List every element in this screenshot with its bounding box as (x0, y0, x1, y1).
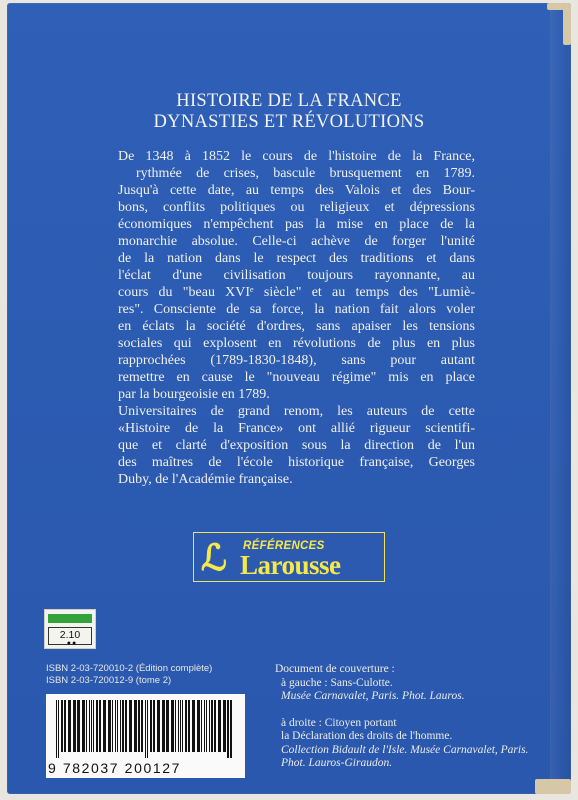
blurb-line: rythmée de crises, bascule brusquement en 1789. (136, 166, 475, 181)
blurb-line: Jusqu'à cette date, au temps des Valois et des Bour- (118, 183, 475, 198)
barcode-bar (178, 700, 179, 752)
barcode-bar (150, 700, 152, 752)
cover-title-line-1: HISTOIRE DE LA FRANCE (176, 91, 402, 111)
blurb-line: économiques n'empêchent pas la mise en place de la (118, 217, 475, 232)
price-code-label (44, 609, 96, 649)
corner-wear-bottom (535, 779, 571, 794)
larousse-references-logo (193, 532, 385, 582)
blurb-line: remettre en cause le "nouveau régime" mis en place (118, 370, 475, 385)
barcode-bar (103, 700, 106, 752)
blurb-line: De 1348 à 1852 le cours de l'histoire de la France, (118, 149, 475, 164)
barcode-bar (129, 700, 132, 752)
edge-wear-right (563, 3, 571, 45)
blurb-line: «Histoire de la France» ont allié rigueur scientifi- (118, 421, 475, 436)
price-color-stripe (48, 614, 92, 623)
blurb-line: par la bourgeoisie en 1789. (118, 387, 270, 402)
barcode-bar (64, 700, 66, 752)
isbn-line-2: ISBN 2-03-720012-9 (tome 2) (46, 675, 172, 686)
barcode-bar (82, 700, 85, 752)
price-dots: ●● (66, 639, 78, 647)
barcode-bar (138, 700, 140, 752)
barcode-bar (182, 700, 183, 752)
barcode-bar (108, 700, 111, 752)
credits-right-label: à droite : Citoyen portant (281, 716, 397, 729)
credits-right-description: la Déclaration des droits de l'homme. (281, 730, 453, 742)
blurb-line: cours du "beau XVIᵉ siècle" et au temps des "Lumiè- (118, 285, 475, 300)
blurb-line: des maîtres de l'école historique française, Georges (118, 455, 475, 470)
credits-heading: Document de couverture : (275, 663, 395, 675)
barcode-bar (122, 700, 124, 752)
barcode-bar (58, 700, 59, 758)
barcode-bar (214, 700, 216, 752)
blurb-line: que et clarté d'exposition sous la direction de l'un (118, 438, 475, 453)
blurb-text (118, 148, 475, 488)
blurb-line: de la nation dans le respect des traditions et dans (118, 251, 475, 266)
barcode-bar (180, 700, 181, 752)
cover-title-line-2: DYNASTIES ET RÉVOLUTIONS (153, 112, 425, 132)
barcode-bar (147, 700, 148, 758)
blurb-line: Duby, de l'Académie française. (118, 472, 293, 487)
logo-publisher-name: Larousse (240, 550, 341, 580)
barcode-bar (166, 700, 169, 752)
barcode-bar (77, 700, 80, 752)
barcode-bar (223, 700, 226, 752)
barcode-bar (93, 700, 94, 752)
credits-left-source: Musée Carnavalet, Paris. Phot. Lauros. (281, 690, 465, 702)
barcode-bar (157, 700, 160, 752)
barcode-bar (86, 700, 87, 752)
barcode-bar (201, 700, 202, 752)
barcode-bar (145, 700, 146, 758)
barcode-bar (171, 700, 174, 752)
barcode-bar (153, 700, 155, 752)
barcode-bar (204, 700, 205, 752)
credits-right-source-2: Phot. Lauros-Giraudon. (281, 757, 393, 769)
ean-barcode (46, 694, 245, 778)
blurb-line: rapprochées (1789-1830-1848), sans pour autant (118, 353, 475, 368)
barcode-bar (141, 700, 143, 752)
barcode-bar (91, 700, 92, 752)
credits-right-source-1: Collection Bidault de l'Isle. Musée Carnavalet, Paris. (281, 743, 529, 756)
credits-left-label: à gauche : Sans-Culotte. (281, 676, 393, 689)
barcode-bar (112, 700, 113, 752)
barcode-bar (211, 700, 213, 752)
barcode-bar (96, 700, 98, 752)
book-back-cover (7, 3, 571, 794)
barcode-bar (125, 700, 127, 752)
barcode-bar (175, 700, 176, 752)
blurb-line: Universitaires de grand renom, les auteurs de cette (118, 404, 475, 419)
barcode-bar (99, 700, 101, 752)
barcode-bar (115, 700, 116, 752)
barcode-bar (56, 700, 57, 758)
barcode-bar (192, 700, 195, 752)
blurb-line: monarchie absolue. Celle-ci achève de forger l'unité (118, 234, 475, 249)
barcode-bar (185, 700, 187, 752)
logo-series-label: RÉFÉRENCES (243, 540, 325, 552)
barcode-bar (73, 700, 76, 752)
barcode-bar (218, 700, 221, 752)
isbn-line-1: ISBN 2-03-720010-2 (Édition complète) (46, 663, 213, 674)
barcode-bar (206, 700, 207, 752)
barcode-bar (89, 700, 90, 752)
barcode-bar (117, 700, 118, 752)
barcode-bar (230, 700, 232, 758)
blurb-line: res". Consciente de sa force, la nation fait alors voler (118, 302, 475, 317)
blurb-line: bons, conflits politiques ou religieux et dépressions (118, 200, 475, 215)
barcode-bar (134, 700, 137, 752)
barcode-bar (227, 700, 229, 758)
barcode-bar (162, 700, 165, 752)
barcode-bar (209, 700, 210, 752)
barcode-bar (188, 700, 190, 752)
barcode-bar (197, 700, 200, 752)
blurb-line: en éclats la société d'ordres, sans apaiser les tensions (118, 319, 475, 334)
barcode-bar (68, 700, 71, 752)
barcode-bar (120, 700, 121, 752)
blurb-line: sociales qui explosent en révolutions de plus en plus (118, 336, 475, 351)
blurb-line: l'éclat d'une civilisation toujours rayonnante, au (118, 268, 475, 283)
barcode-number: 9 782037 200127 (48, 760, 181, 776)
larousse-emblem-icon: ℒ (201, 537, 227, 579)
price-code: 2.10 (59, 629, 81, 641)
barcode-bar (61, 700, 63, 752)
barcode-bars (56, 700, 236, 758)
cover-credits (275, 663, 555, 771)
